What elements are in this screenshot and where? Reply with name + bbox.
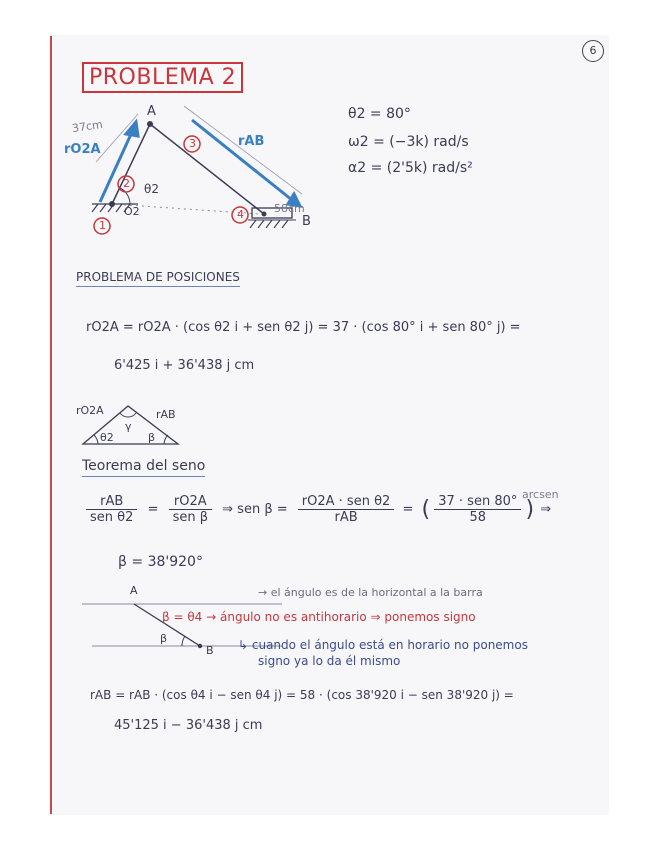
- label-theta2: θ2: [144, 182, 159, 196]
- fraction-ro2a-sen-beta: $\frac{rO2A}{\text{sen β}}$: [169, 494, 212, 525]
- sine-law-equation: $\frac{\text{rAB}}{\text{sen θ2}}$ = $\frac{rO2A}{\text{sen β}}$ ⇒ sen β = $\frac{\text{rO2A · sen θ2}}{\text{rAB}}$ = ( $\frac{\text{37 · sen 80°}}{58}$ ) ⇒: [86, 494, 551, 525]
- note-sign-red: β = θ4 → ángulo no es antihorario ⇒ ponemos signo: [162, 610, 476, 624]
- note-clockwise-line2: signo ya lo da él mismo: [258, 654, 401, 668]
- equation-ro2a-line2: 6'425 i + 36'438 j cm: [114, 358, 255, 373]
- given-omega2: ω2 = (−3k) rad/s: [348, 134, 469, 150]
- label-o2: O2: [124, 205, 140, 218]
- fraction-sen-beta-expression: $\frac{\text{rO2A · sen θ2}}{\text{rAB}}$: [298, 494, 395, 525]
- link-number-1: 1: [99, 219, 106, 232]
- ground-hatch-b: [248, 220, 296, 228]
- equation-ro2a-line1: rO2A = rO2A · (cos θ2 i + sen θ2 j) = 37 · (cos 80° i + sen 80° j) =: [86, 320, 521, 335]
- problem-title: PROBLEMA 2: [82, 62, 243, 93]
- link-number-4: 4: [237, 208, 244, 221]
- given-theta2: θ2 = 80°: [348, 106, 411, 122]
- label-b: B: [302, 214, 311, 229]
- section-sine-law-heading: Teorema del seno: [82, 458, 205, 477]
- page-number: 6: [582, 40, 604, 62]
- fraction-numeric: $\frac{\text{37 · sen 80°}}{58}$: [434, 494, 521, 525]
- sketch-label-beta: β: [160, 632, 168, 645]
- link-number-2: 2: [123, 177, 130, 190]
- length-o2a: 37cm: [71, 117, 104, 136]
- label-a: A: [147, 104, 156, 119]
- length-ab: 58cm: [274, 202, 305, 215]
- triangle-angle-theta2: θ2: [100, 431, 114, 444]
- vector-rab-arrow: [192, 120, 292, 200]
- beta-result: β = 38'920°: [118, 554, 203, 570]
- notebook-page: [50, 36, 608, 814]
- note-clockwise-line1: ↳ cuando el ángulo está en horario no ponemos: [238, 638, 528, 652]
- note-angle-from-horizontal: → el ángulo es de la horizontal a la barra: [258, 586, 483, 599]
- sketch-label-a: A: [130, 584, 138, 597]
- fraction-rab-sen-theta2: $\frac{\text{rAB}}{\text{sen θ2}}$: [86, 494, 137, 525]
- triangle-angle-gamma: γ: [125, 420, 132, 433]
- sketch-label-b: B: [206, 644, 214, 657]
- link-number-3: 3: [189, 137, 196, 150]
- vector-ro2a-head: [126, 122, 138, 136]
- given-alpha2: α2 = (2'5k) rad/s²: [348, 160, 473, 176]
- equation-rab-line2: 45'125 i − 36'438 j cm: [114, 718, 263, 733]
- joint-o2: [109, 201, 115, 207]
- equation-rab-line1: rAB = rAB · (cos θ4 i − sen θ4 j) = 58 · (cos 38'920 i − sen 38'920 j) =: [90, 688, 514, 702]
- arcsin-note: arcsen: [522, 488, 559, 501]
- triangle-side-right: rAB: [156, 408, 176, 421]
- vector-label-rab: rAB: [238, 134, 265, 149]
- triangle-angle-beta: β: [148, 431, 156, 444]
- triangle-side-left: rO2A: [76, 404, 104, 417]
- section-positions-heading: PROBLEMA DE POSICIONES: [76, 270, 240, 287]
- joint-a: [147, 121, 153, 127]
- dim-ab-line: [184, 106, 302, 194]
- vector-label-ro2a: rO2A: [64, 142, 101, 157]
- joint-b: [262, 212, 267, 217]
